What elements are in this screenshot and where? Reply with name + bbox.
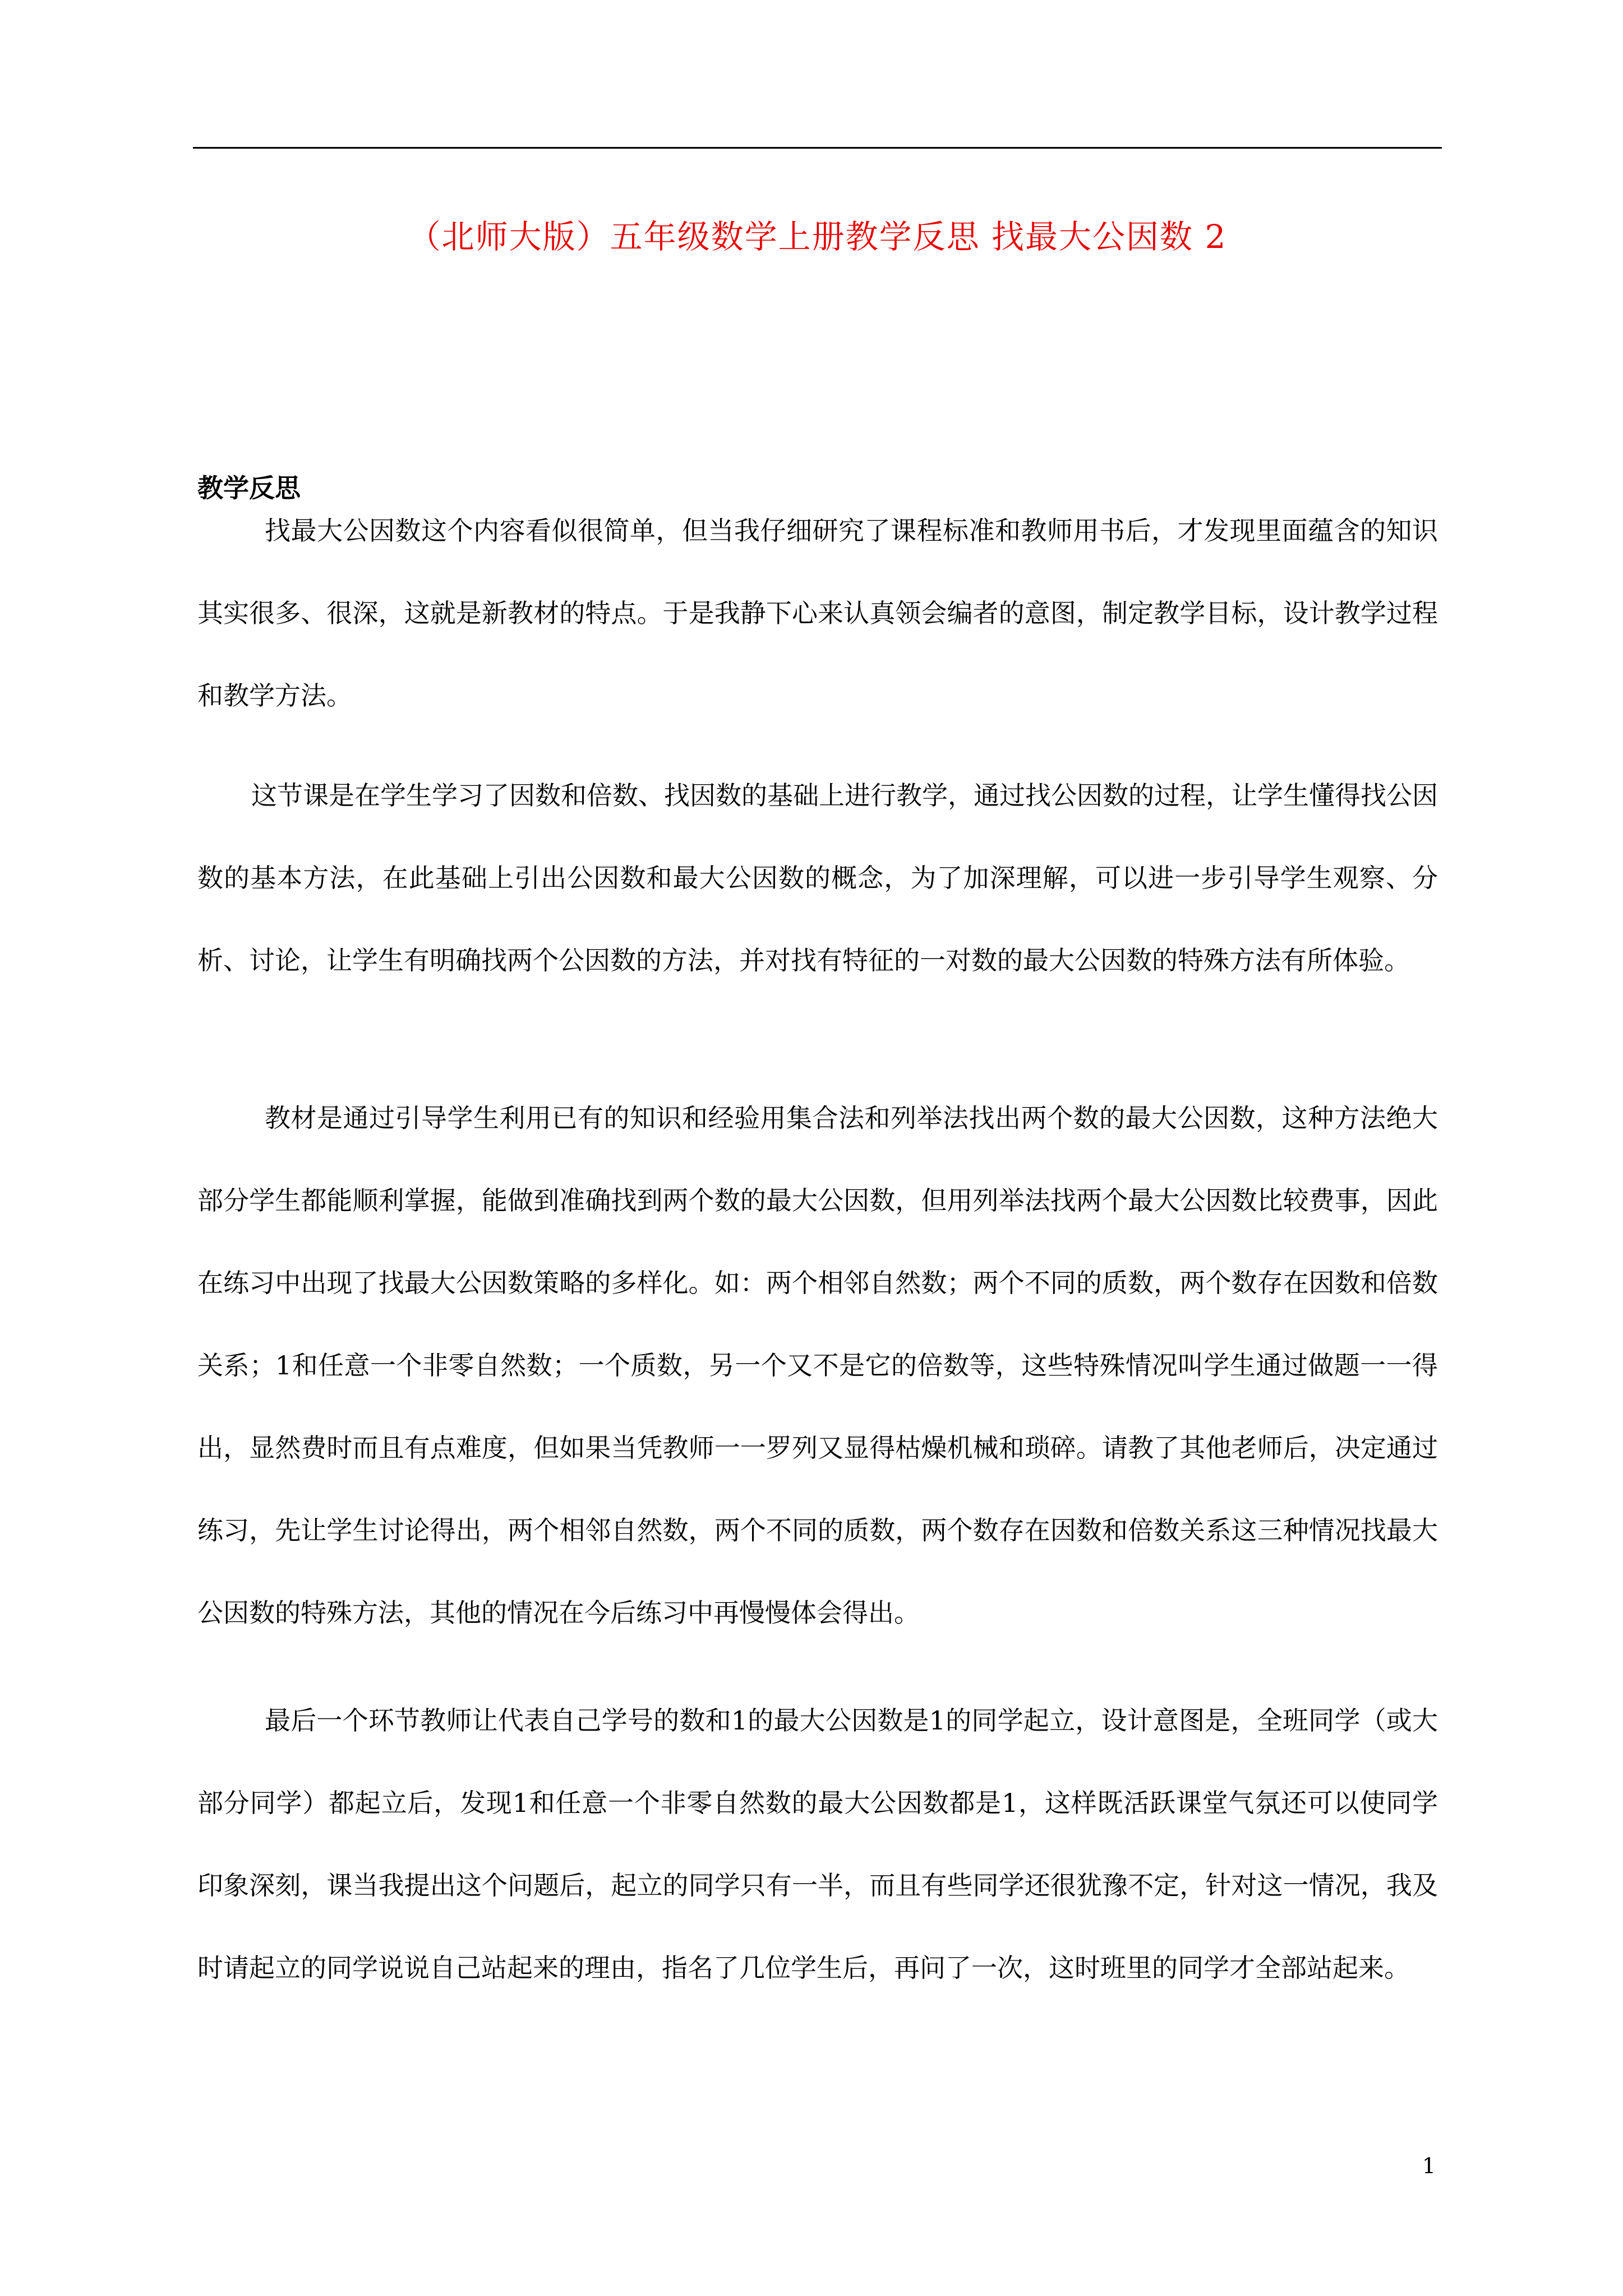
header-rule (193, 147, 1442, 149)
paragraph-3: 教材是通过引导学生利用已有的知识和经验用集合法和列举法找出两个数的最大公因数，这种方法绝大部分学生都能顺利掌握，能做到准确找到两个数的最大公因数，但用列举法找两个最大公因数比较费事，因此在练习中出现了找最大公因数策略的多样化。如：两个相邻自然数；两个不同的质数，两个数存在因数和倍数关系；1和任意一个非零自然数；一个质数，另一个又不是它的倍数等，这些特殊情况叫学生通过做题一一得出，显然费时而且有点难度，但如果当凭教师一一罗列又显得枯燥机械和琐碎。请教了其他老师后，决定通过练习，先让学生讨论得出，两个相邻自然数，两个不同的质数，两个数存在因数和倍数关系这三种情况找最大公因数的特殊方法，其他的情况在今后练习中再慢慢体会得出。 (197, 1103, 1438, 1628)
section-heading: 教学反思 (197, 473, 301, 503)
page-number: 1 (1422, 2154, 1436, 2178)
paragraph-4: 最后一个环节教师让代表自己学号的数和1的最大公因数是1的同学起立，设计意图是，全班同学（或大部分同学）都起立后，发现1和任意一个非零自然数的最大公因数都是1，这样既活跃课堂气氛还可以使同学印象深刻，课当我提出这个问题后，起立的同学只有一半，而且有些同学还很犹豫不定，针对这一情况，我及时请起立的同学说说自己站起来的理由，指名了几位学生后，再问了一次，这时班里的同学才全部站起来。 (197, 1705, 1438, 1983)
document-title: （北师大版）五年级数学上册教学反思 找最大公因数 2 (408, 218, 1227, 256)
paragraph-2: 这节课是在学生学习了因数和倍数、找因数的基础上进行教学，通过找公因数的过程，让学生懂得找公因数的基本方法，在此基础上引出公因数和最大公因数的概念，为了加深理解，可以进一步引导学生观察、分析、讨论，让学生有明确找两个公因数的方法，并对找有特征的一对数的最大公因数的特殊方法有所体验。 (197, 780, 1438, 976)
paragraph-1: 找最大公因数这个内容看似很简单，但当我仔细研究了课程标准和教师用书后，才发现里面蕴含的知识其实很多、很深，这就是新教材的特点。于是我静下心来认真领会编者的意图，制定教学目标，设计教学过程和教学方法。 (197, 516, 1438, 711)
